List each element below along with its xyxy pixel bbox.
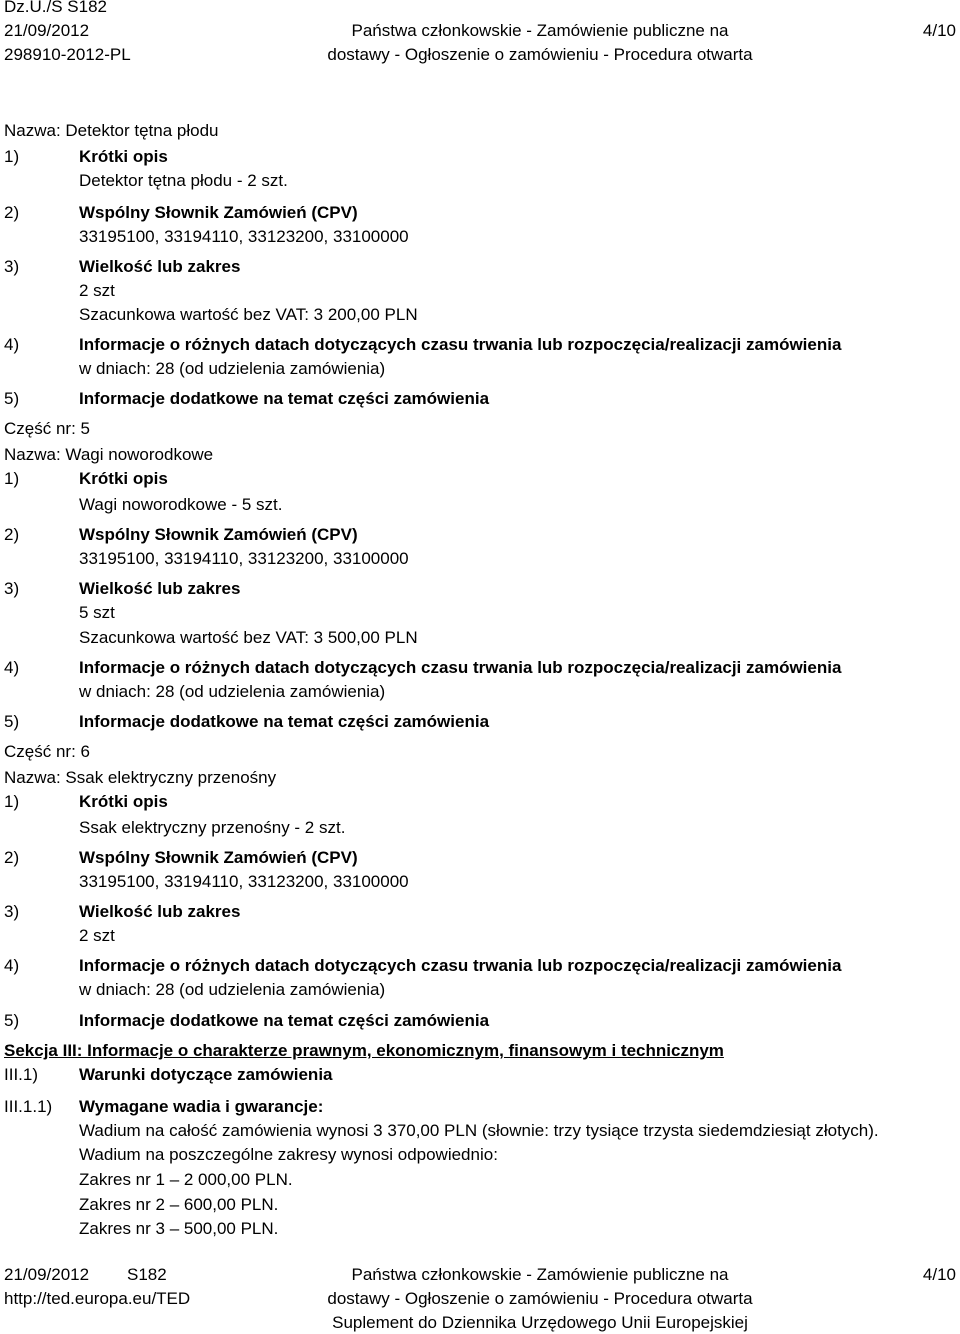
part6-name: Nazwa: Ssak elektryczny przenośny <box>4 768 277 787</box>
part5-desc: Wagi noworodkowe - 5 szt. <box>79 495 283 514</box>
part5-duration: w dniach: 28 (od udzielenia zamówienia) <box>79 682 386 701</box>
header-title-1: Państwa członkowskie - Zamówienie publiczne na <box>351 21 729 40</box>
part6-item3-label: Wielkość lub zakres <box>79 902 241 921</box>
footer-page-number: 4/10 <box>922 1265 956 1284</box>
part4-item4-num: 4) <box>4 335 20 354</box>
part4-cpv: 33195100, 33194110, 33123200, 33100000 <box>79 227 409 246</box>
part4-item2-num: 2) <box>4 203 20 222</box>
part4-item1-label: Krótki opis <box>79 147 168 166</box>
footer-url[interactable]: http://ted.europa.eu/TED <box>4 1289 191 1308</box>
part6-duration: w dniach: 28 (od udzielenia zamówienia) <box>79 980 386 999</box>
section3-heading: Sekcja III: Informacje o charakterze prawnym, ekonomicznym, finansowym i technicznym <box>4 1041 724 1060</box>
part6-item4-label: Informacje o różnych datach dotyczących czasu trwania lub rozpoczęcia/realizacji zamówienia <box>79 956 842 975</box>
deposit-range-2: Zakres nr 2 – 600,00 PLN. <box>79 1195 279 1214</box>
header-title-2: dostawy - Ogłoszenie o zamówieniu - Procedura otwarta <box>327 45 753 64</box>
part5-name: Nazwa: Wagi noworodkowe <box>4 445 214 464</box>
footer-title-2: dostawy - Ogłoszenie o zamówieniu - Procedura otwarta <box>327 1289 753 1308</box>
part4-qty: 2 szt <box>79 281 115 300</box>
part5-item3-label: Wielkość lub zakres <box>79 579 241 598</box>
part6-item2-num: 2) <box>4 848 20 867</box>
section3-1-num: III.1) <box>4 1065 39 1084</box>
part6-cpv: 33195100, 33194110, 33123200, 33100000 <box>79 872 409 891</box>
part6-item4-num: 4) <box>4 956 20 975</box>
part6-desc: Ssak elektryczny przenośny - 2 szt. <box>79 818 346 837</box>
part5-item3-num: 3) <box>4 579 20 598</box>
part5-item2-label: Wspólny Słownik Zamówień (CPV) <box>79 525 358 544</box>
deposit-intro: Wadium na poszczególne zakresy wynosi odpowiednio: <box>79 1145 498 1164</box>
part5-item4-label: Informacje o różnych datach dotyczących czasu trwania lub rozpoczęcia/realizacji zamówienia <box>79 658 842 677</box>
part6-item1-label: Krótki opis <box>79 792 168 811</box>
part5-item1-label: Krótki opis <box>79 469 168 488</box>
part4-item5-label: Informacje dodatkowe na temat części zamówienia <box>79 389 490 408</box>
part6-item5-label: Informacje dodatkowe na temat części zamówienia <box>79 1011 490 1030</box>
part5-item4-num: 4) <box>4 658 20 677</box>
deposit-range-3: Zakres nr 3 – 500,00 PLN. <box>79 1219 279 1238</box>
part5-item5-num: 5) <box>4 712 20 731</box>
part5-item1-num: 1) <box>4 469 20 488</box>
part5-item5-label: Informacje dodatkowe na temat części zamówienia <box>79 712 490 731</box>
part4-desc: Detektor tętna płodu - 2 szt. <box>79 171 288 190</box>
part5-qty: 5 szt <box>79 603 115 622</box>
part4-name: Nazwa: Detektor tętna płodu <box>4 121 219 140</box>
doc-id: 298910-2012-PL <box>4 45 131 64</box>
part6-qty: 2 szt <box>79 926 115 945</box>
part6-item3-num: 3) <box>4 902 20 921</box>
part6-item5-num: 5) <box>4 1011 20 1030</box>
part5-cpv: 33195100, 33194110, 33123200, 33100000 <box>79 549 409 568</box>
header-date: 21/09/2012 <box>4 21 90 40</box>
part4-item3-label: Wielkość lub zakres <box>79 257 241 276</box>
page-header <box>0 0 960 70</box>
part4-item3-num: 3) <box>4 257 20 276</box>
part4-item4-label: Informacje o różnych datach dotyczących czasu trwania lub rozpoczęcia/realizacji zamówienia <box>79 335 842 354</box>
section3-1-label: Warunki dotyczące zamówienia <box>79 1065 333 1084</box>
part4-item2-label: Wspólny Słownik Zamówień (CPV) <box>79 203 358 222</box>
part4-value: Szacunkowa wartość bez VAT: 3 200,00 PLN <box>79 305 418 324</box>
footer-series: S182 <box>127 1265 167 1284</box>
section3-1-1-num: III.1.1) <box>4 1097 53 1116</box>
part5-value: Szacunkowa wartość bez VAT: 3 500,00 PLN <box>79 628 418 647</box>
part6-item2-label: Wspólny Słownik Zamówień (CPV) <box>79 848 358 867</box>
footer-title-3: Suplement do Dziennika Urzędowego Unii Europejskiej <box>332 1313 748 1332</box>
section3-1-1-label: Wymagane wadia i gwarancje: <box>79 1097 324 1116</box>
part5-item2-num: 2) <box>4 525 20 544</box>
deposit-range-1: Zakres nr 1 – 2 000,00 PLN. <box>79 1170 293 1189</box>
footer-title-1: Państwa członkowskie - Zamówienie publiczne na <box>351 1265 729 1284</box>
part4-item5-num: 5) <box>4 389 20 408</box>
part6-number: Część nr: 6 <box>4 742 90 761</box>
journal-ref: Dz.U./S S182 <box>4 0 107 16</box>
part6-item1-num: 1) <box>4 792 20 811</box>
page-footer <box>0 1264 960 1334</box>
footer-date: 21/09/2012 <box>4 1265 90 1284</box>
part5-number: Część nr: 5 <box>4 419 90 438</box>
part4-item1-num: 1) <box>4 147 20 166</box>
deposit-total: Wadium na całość zamówienia wynosi 3 370,00 PLN (słownie: trzy tysiące trzysta siedemdziesiąt złotych). <box>79 1121 879 1140</box>
page-number: 4/10 <box>922 21 956 40</box>
part4-duration: w dniach: 28 (od udzielenia zamówienia) <box>79 359 386 378</box>
